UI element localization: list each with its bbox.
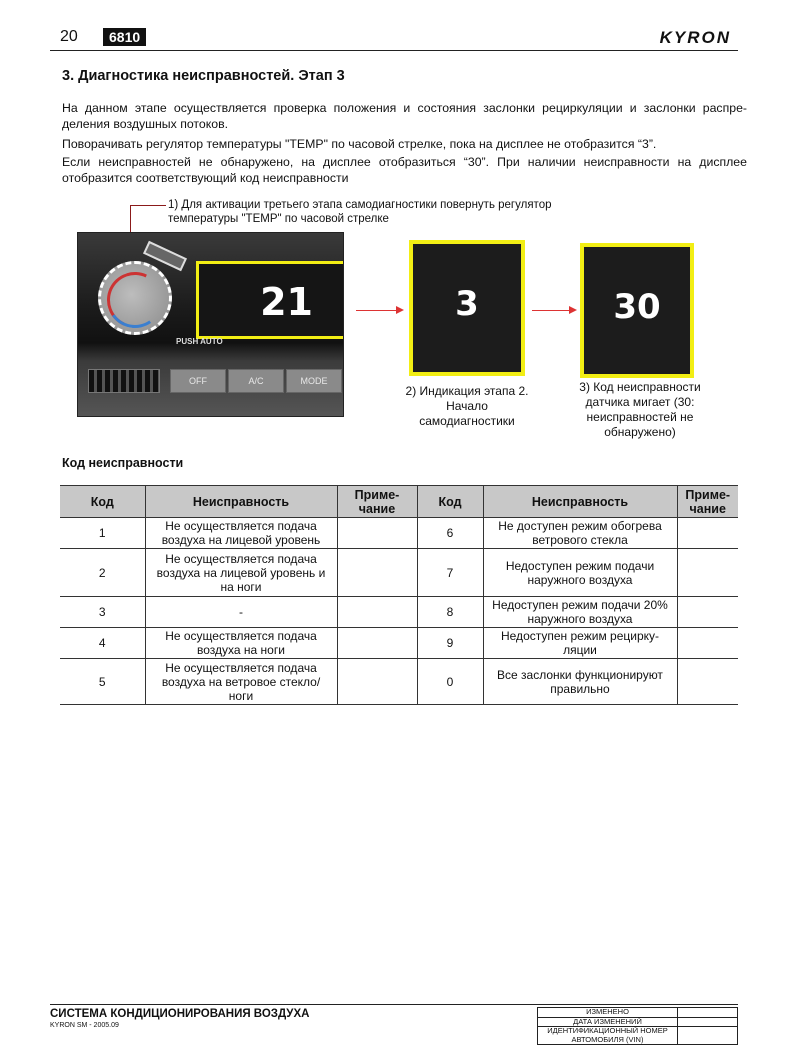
fault-code-table <box>60 485 738 705</box>
note-cell <box>677 659 738 705</box>
fault-cell: Не осуществляется подача воздуха на лицевой уровень и на ноги <box>145 549 337 597</box>
table-header-row <box>60 486 738 518</box>
note-cell <box>337 518 417 549</box>
cool-scale <box>103 268 168 333</box>
section-title: 3. Диагностика неисправностей. Этап 3 <box>62 68 345 84</box>
code-cell: 2 <box>60 549 145 597</box>
step2-display <box>409 240 525 376</box>
display-value: 21 <box>260 280 313 324</box>
header-divider <box>50 50 738 51</box>
note-cell <box>677 597 738 628</box>
fault-cell: Недоступен режим подачи наружного воздуха <box>483 549 677 597</box>
table-row <box>60 549 738 597</box>
fault-cell: Недоступен режим подачи 20% наружного воздуха <box>483 597 677 628</box>
climate-control-panel <box>77 232 344 417</box>
mode-button[interactable]: MODE <box>286 369 342 393</box>
step3-display-value: 30 <box>613 287 661 327</box>
temp-knob[interactable] <box>98 261 172 335</box>
step2-caption: 2) Индикация этапа 2. Начало самодиагностики <box>405 384 529 428</box>
revision-label: ДАТА ИЗМЕНЕНИЙ <box>538 1017 678 1027</box>
code-cell: 1 <box>60 518 145 549</box>
revision-label: ИЗМЕНЕНО <box>538 1008 678 1018</box>
code-cell: 9 <box>417 628 483 659</box>
vent-grille <box>88 369 160 393</box>
page-number: 20 <box>60 28 78 45</box>
arrow-to-step3-icon <box>532 310 575 311</box>
panel-display <box>196 261 344 339</box>
push-auto-label: PUSH AUTO <box>176 337 223 346</box>
code-cell: 8 <box>417 597 483 628</box>
ac-button[interactable]: A/C <box>228 369 284 393</box>
header-code-b: Код <box>417 486 483 518</box>
code-cell: 5 <box>60 659 145 705</box>
step2-display-value: 3 <box>455 284 479 324</box>
revision-table <box>537 1007 738 1045</box>
revision-label: ИДЕНТИФИКАЦИОННЫЙ НОМЕР АВТОМОБИЛЯ (VIN) <box>538 1027 678 1045</box>
header-fault-a: Неисправность <box>145 486 337 518</box>
header-fault-b: Неисправность <box>483 486 677 518</box>
note-cell <box>337 549 417 597</box>
fault-cell: Все заслонки функционируют правильно <box>483 659 677 705</box>
revision-value <box>678 1017 738 1027</box>
note-cell <box>337 597 417 628</box>
code-cell: 6 <box>417 518 483 549</box>
fault-cell: Не осуществляется подача воздуха на ноги <box>145 628 337 659</box>
note-cell <box>677 549 738 597</box>
paragraph-result: Если неисправностей не обнаружено, на дисплее отобразиться “30”. При наличии неисправности на дисплее отобразится соответствующий код неисправности <box>62 155 747 185</box>
fault-table-title: Код неисправности <box>62 456 184 470</box>
code-cell: 7 <box>417 549 483 597</box>
footer-divider <box>50 1004 738 1005</box>
step3-display <box>580 243 694 378</box>
table-row <box>60 597 738 628</box>
off-button[interactable]: OFF <box>170 369 226 393</box>
paragraph-intro: На данном этапе осуществляется проверка положения и состояния заслонки рециркуляции и заслонки распре-деления воздушных потоков. <box>62 101 747 131</box>
table-row <box>60 518 738 549</box>
note-cell <box>677 518 738 549</box>
header-note-a: Приме-чание <box>337 486 417 518</box>
note-cell <box>337 659 417 705</box>
panel-button-row <box>78 365 344 395</box>
table-row <box>60 659 738 705</box>
table-row <box>60 628 738 659</box>
revision-row <box>538 1027 738 1045</box>
section-code-badge: 6810 <box>103 28 146 46</box>
note-cell <box>677 628 738 659</box>
revision-row <box>538 1008 738 1018</box>
code-cell: 3 <box>60 597 145 628</box>
arrow-to-step2-icon <box>356 310 402 311</box>
footer-title: СИСТЕМА КОНДИЦИОНИРОВАНИЯ ВОЗДУХА <box>50 1008 310 1020</box>
fault-cell: Не доступен режим обогрева ветрового стекла <box>483 518 677 549</box>
fault-cell: Не осуществляется подача воздуха на ветровое стекло/ ноги <box>145 659 337 705</box>
callout-leader-horizontal <box>130 205 166 206</box>
paragraph-instruction: Поворачивать регулятор температуры "TEMP" по часовой стрелке, пока на дисплее не отобразится “3”. <box>62 137 657 151</box>
revision-value <box>678 1027 738 1045</box>
header-code-a: Код <box>60 486 145 518</box>
note-cell <box>337 628 417 659</box>
fault-cell: Не осуществляется подача воздуха на лицевой уровень <box>145 518 337 549</box>
revision-value <box>678 1008 738 1018</box>
code-cell: 0 <box>417 659 483 705</box>
callout-step1: 1) Для активации третьего этапа самодиагностики повернуть регулятор температуры "TEMP" по часовой стрелке <box>168 199 552 225</box>
fault-cell: Недоступен режим рецирку-ляции <box>483 628 677 659</box>
header-note-b: Приме-чание <box>677 486 738 518</box>
brand-logo: KYRON <box>659 28 731 47</box>
code-cell: 4 <box>60 628 145 659</box>
fault-cell: - <box>145 597 337 628</box>
footer-subtitle: KYRON SM - 2005.09 <box>50 1022 119 1029</box>
step3-caption: 3) Код неисправности датчика мигает (30: неисправностей не обнаружено) <box>579 380 701 439</box>
